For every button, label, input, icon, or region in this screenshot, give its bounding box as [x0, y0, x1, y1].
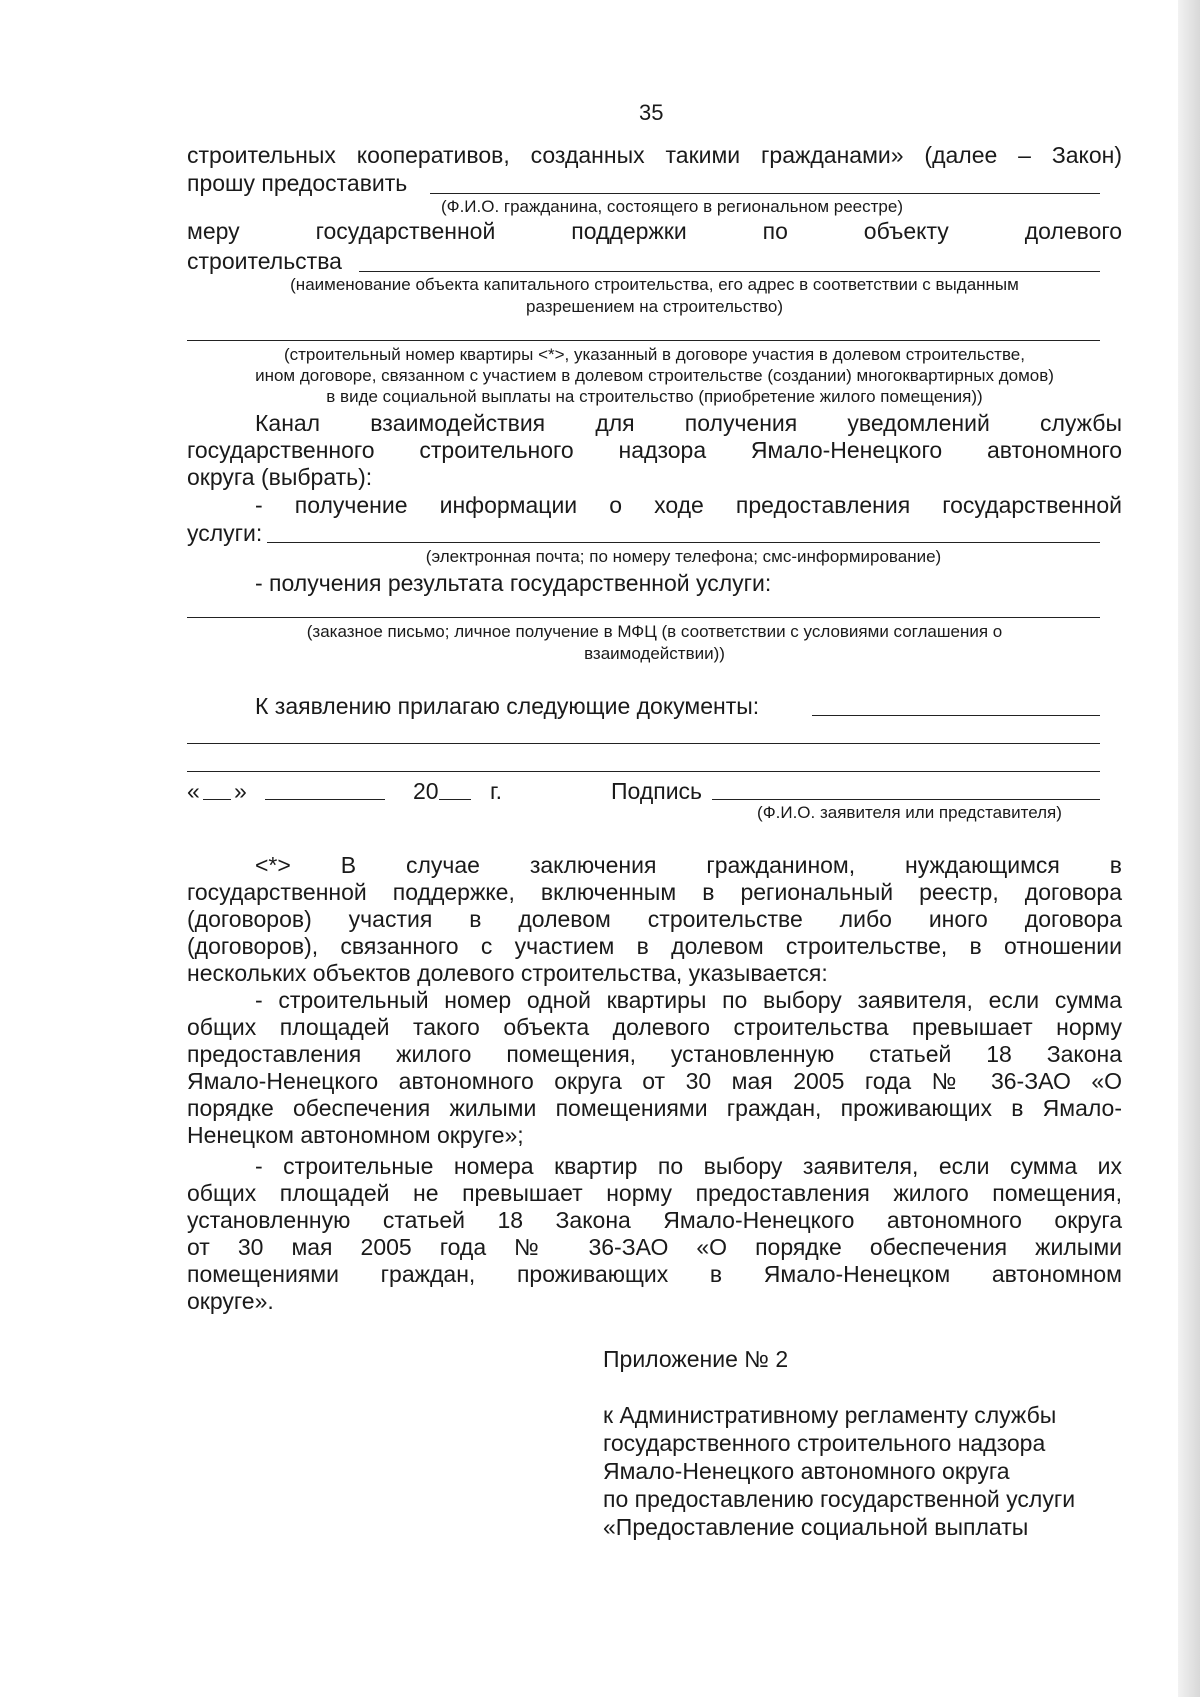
bullet-two-line: - строительные номера квартир по выбору заявителя, если сумма их: [255, 1153, 1122, 1179]
caption-result-1: (заказное письмо; личное получение в МФЦ (в соответствии с условиями соглашения о: [306, 622, 1003, 641]
footnote-line: государственной поддержке, включенным в региональный реестр, договора: [187, 879, 1122, 905]
footnote-line: <*> В случае заключения гражданином, нуждающимся в: [255, 852, 1122, 878]
info-channel-field[interactable]: [267, 542, 1100, 543]
word: государственной: [315, 218, 496, 244]
bullet-two-line: помещениями граждан, проживающих в Ямало-Ненецком автономном: [187, 1261, 1122, 1287]
caption-result-2: взаимодействии)): [584, 644, 725, 663]
bullet-two-line: установленную статьей 18 Закона Ямало-Ненецкого автономного округа: [187, 1207, 1122, 1233]
annex-line: «Предоставление социальной выплаты: [603, 1514, 1029, 1540]
annex-line: по предоставлению государственной услуги: [603, 1486, 1076, 1512]
bullet-one-line: - строительный номер одной квартиры по выбору заявителя, если сумма: [255, 987, 1122, 1013]
caption-object-2: разрешением на строительство): [525, 297, 784, 316]
word: меру: [187, 218, 240, 244]
caption-fio-citizen: (Ф.И.О. гражданина, состоящего в региональном реестре): [440, 197, 903, 216]
caption-apartment-2: ином договоре, связанном с участием в долевом строительстве (создании) многоквартирных домов): [255, 366, 1054, 385]
bullet-two-line: округе».: [187, 1288, 274, 1314]
page-number: 35: [639, 100, 664, 125]
channel-line-2: государственного строительного надзора Ямало-Ненецкого автономного: [187, 437, 1122, 463]
word: объекту: [863, 218, 949, 244]
annex-line: Ямало-Ненецкого автономного округа: [603, 1458, 1010, 1484]
object-field[interactable]: [359, 271, 1100, 272]
word: поддержки: [571, 218, 687, 244]
annex-line: к Административному регламенту службы: [603, 1402, 1057, 1428]
annex-title: Приложение № 2: [603, 1346, 789, 1372]
date-day-field[interactable]: [203, 799, 231, 800]
channel-line-1: Канал взаимодействия для получения уведомлений службы: [255, 410, 1122, 436]
caption-info: (электронная почта; по номеру телефона; смс-информирование): [425, 547, 942, 566]
footnote-line: (договоров) участия в долевом строительстве либо иного договора: [187, 906, 1122, 932]
date-year-field[interactable]: [439, 799, 471, 800]
intro-line: строительных кооперативов, созданных такими гражданами» (далее – Закон): [187, 142, 1122, 168]
bullet-two-line: общих площадей не превышает норму предоставления жилого помещения,: [187, 1180, 1122, 1206]
channel-line-3: округа (выбрать):: [187, 464, 373, 490]
bullet-one-line: Ямало-Ненецкого автономного округа от 30 мая 2005 года № 36-ЗАО «О: [187, 1068, 1122, 1094]
date-month-field[interactable]: [265, 799, 385, 800]
construction-label: строительства: [187, 248, 342, 274]
caption-apartment-3: в виде социальной выплаты на строительство (приобретение жилого помещения)): [326, 387, 983, 406]
date-year-suffix: г.: [490, 778, 502, 804]
attach-label: К заявлению прилагаю следующие документы:: [255, 693, 760, 719]
support-line: [187, 218, 1122, 245]
page-edge: [1178, 0, 1200, 1697]
result-line: - получения результата государственной услуги:: [255, 570, 772, 596]
annex-line: государственного строительного надзора: [603, 1430, 1046, 1456]
signature-label: Подпись: [611, 778, 703, 804]
bullet-one: [187, 987, 1122, 1149]
word: по: [762, 218, 788, 244]
footnote-line: (договоров), связанного с участием в долевом строительстве, в отношении: [187, 933, 1122, 959]
fio-citizen-field[interactable]: [430, 193, 1100, 194]
footnote: [187, 852, 1122, 987]
result-channel-field[interactable]: [187, 617, 1100, 618]
bullet-two: [187, 1153, 1122, 1315]
bullet-one-line: общих площадей такого объекта долевого строительства превышает норму: [187, 1014, 1122, 1040]
word: долевого: [1024, 218, 1123, 244]
date-year-prefix: 20: [413, 778, 439, 804]
info-line: - получение информации о ходе предоставления государственной: [255, 492, 1122, 518]
bullet-one-line: предоставления жилого помещения, установленную статьей 18 Закона: [187, 1041, 1122, 1067]
attach-field-2[interactable]: [187, 743, 1100, 744]
attach-field-3[interactable]: [187, 771, 1100, 772]
caption-object-1: (наименование объекта капитального строительства, его адрес в соответствии с выданным: [290, 275, 1019, 294]
footnote-line: нескольких объектов долевого строительства, указывается:: [187, 960, 828, 986]
bullet-two-line: от 30 мая 2005 года № 36-ЗАО «О порядке обеспечения жилыми: [187, 1234, 1122, 1260]
caption-signature: (Ф.И.О. заявителя или представителя): [757, 803, 1062, 822]
date-open-quote: «: [187, 778, 200, 804]
info-label: услуги:: [187, 520, 263, 546]
apartment-field[interactable]: [187, 340, 1100, 341]
signature-field[interactable]: [712, 799, 1100, 800]
request-label: прошу предоставить: [187, 170, 408, 196]
date-close-quote: »: [234, 778, 247, 804]
bullet-one-line: Ненецком автономном округе»;: [187, 1122, 524, 1148]
attach-field-1[interactable]: [812, 715, 1100, 716]
caption-apartment-1: (строительный номер квартиры <*>, указанный в договоре участия в долевом строительстве,: [283, 345, 1025, 364]
bullet-one-line: порядке обеспечения жилыми помещениями граждан, проживающих в Ямало-: [187, 1095, 1122, 1121]
